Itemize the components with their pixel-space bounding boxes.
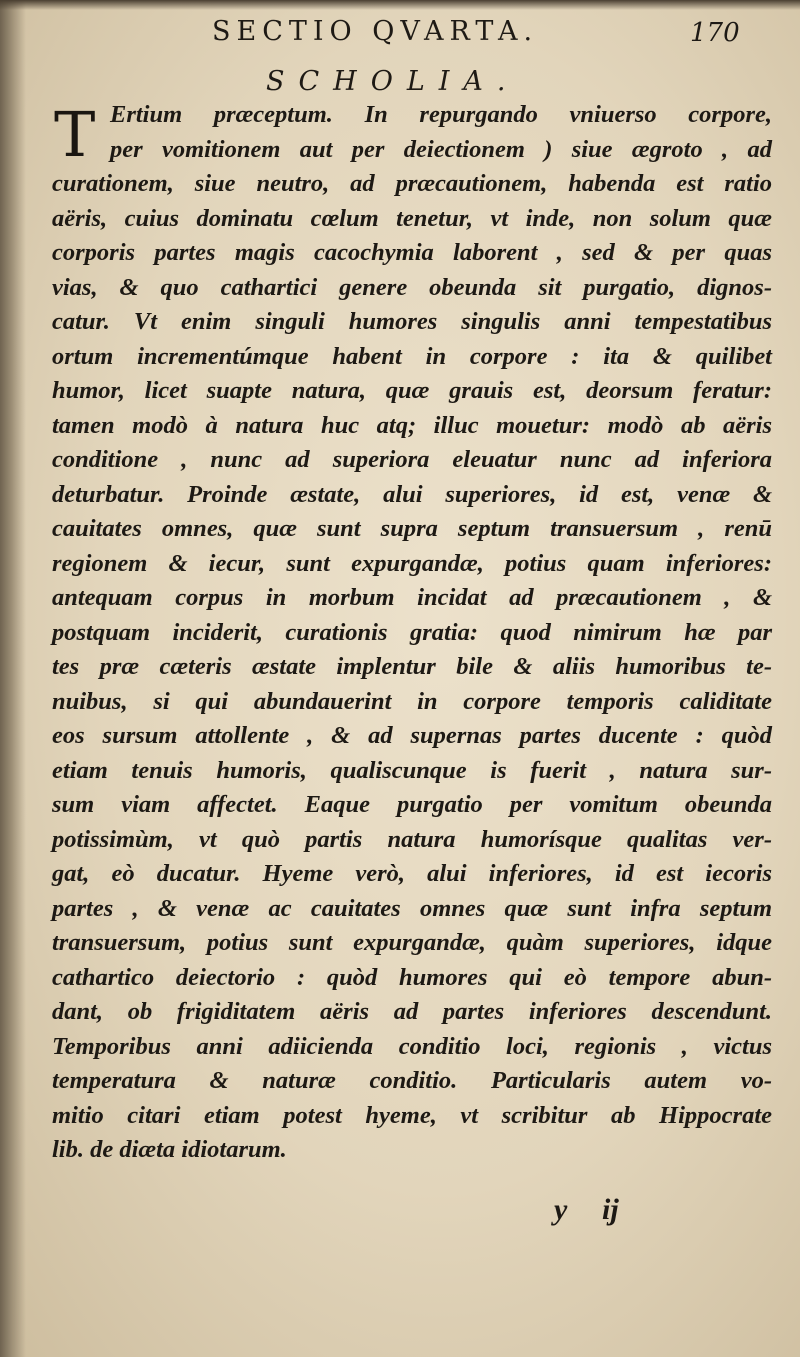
text-line: aëris, cuius dominatu cœlum tenetur, vt inde, non solum quæ — [52, 204, 772, 232]
text-line: curationem, siue neutro, ad præcautionem, habenda est ratio — [52, 170, 772, 197]
text-line: conditione , nunc ad superiora eleuatur nunc ad inferiora — [52, 446, 772, 473]
text-line: potissimùm, vt quò partis natura humorísque qualitas ver- — [52, 825, 772, 853]
text-line: per vomitionem aut per deiectionem ) siue ægroto , ad — [110, 135, 772, 163]
text-line: Temporibus anni adiicienda conditio loci, regionis , victus — [52, 1032, 772, 1060]
text-line: antequam corpus in morbum incidat ad præcautionem , & — [52, 584, 772, 611]
text-line: temperatura & naturæ conditio. Particularis autem vo- — [52, 1067, 772, 1094]
folio-number: 170 — [690, 18, 740, 48]
text-line: humor, licet suapte natura, quæ grauis est, deorsum feratur: — [52, 377, 772, 404]
signature-letter: y — [554, 1193, 568, 1226]
running-title: SECTIO QVARTA. — [212, 16, 539, 47]
text-line: postquam inciderit, curationis gratia: quod nimirum hæ par — [52, 618, 772, 646]
text-line: deturbatur. Proinde æstate, alui superiores, id est, venæ & — [52, 480, 772, 508]
page-top-edge — [0, 0, 800, 10]
page-gutter-shadow — [0, 0, 26, 1357]
body-text — [52, 98, 772, 1168]
signature-number: ij — [602, 1193, 619, 1226]
text-line: Ertium præceptum. In repurgando vniuerso corpore, — [110, 101, 772, 128]
page-header — [0, 14, 800, 54]
text-line: cathartico deiectorio : quòd humores qui eò tempore abun- — [52, 963, 772, 991]
text-line: nuibus, si qui abundauerint in corpore temporis caliditate — [52, 687, 772, 715]
text-line: dant, ob frigiditatem aëris ad partes inferiores descendunt. — [52, 998, 772, 1025]
text-line: ortum incrementúmque habent in corpore : ita & quilibet — [52, 342, 772, 370]
text-line: regionem & iecur, sunt expurgandæ, potius quam inferiores: — [52, 549, 772, 577]
text-line: etiam tenuis humoris, qualiscunque is fuerit , natura sur- — [52, 756, 772, 784]
text-line: partes , & venæ ac cauitates omnes quæ sunt infra septum — [52, 894, 772, 922]
text-line: vias, & quo cathartici genere obeunda sit purgatio, dignos- — [52, 273, 772, 301]
text-line: lib. de diæta idiotarum. — [52, 1136, 287, 1163]
text-line: tes præ cæteris æstate implentur bile & aliis humoribus te- — [52, 653, 772, 680]
drop-cap: T — [54, 98, 96, 171]
text-line: eos sursum attollente , & ad supernas partes ducente : quòd — [52, 722, 772, 749]
text-line: cauitates omnes, quæ sunt supra septum transuersum , renū — [52, 515, 772, 542]
text-line: corporis partes magis cacochymia laborent , sed & per quas — [52, 239, 772, 266]
section-heading: SCHOLIA. — [266, 66, 520, 97]
text-line: gat, eò ducatur. Hyeme verò, alui inferiores, id est iecoris — [52, 860, 772, 887]
text-line: tamen modò à natura huc atq; illuc mouetur: modò ab aëris — [52, 411, 772, 439]
text-line: mitio citari etiam potest hyeme, vt scribitur ab Hippocrate — [52, 1101, 772, 1129]
text-line: sum viam affectet. Eaque purgatio per vomitum obeunda — [52, 791, 772, 818]
text-line: catur. Vt enim singuli humores singulis anni tempestatibus — [52, 308, 772, 335]
text-line: transuersum, potius sunt expurgandæ, quàm superiores, idque — [52, 929, 772, 956]
